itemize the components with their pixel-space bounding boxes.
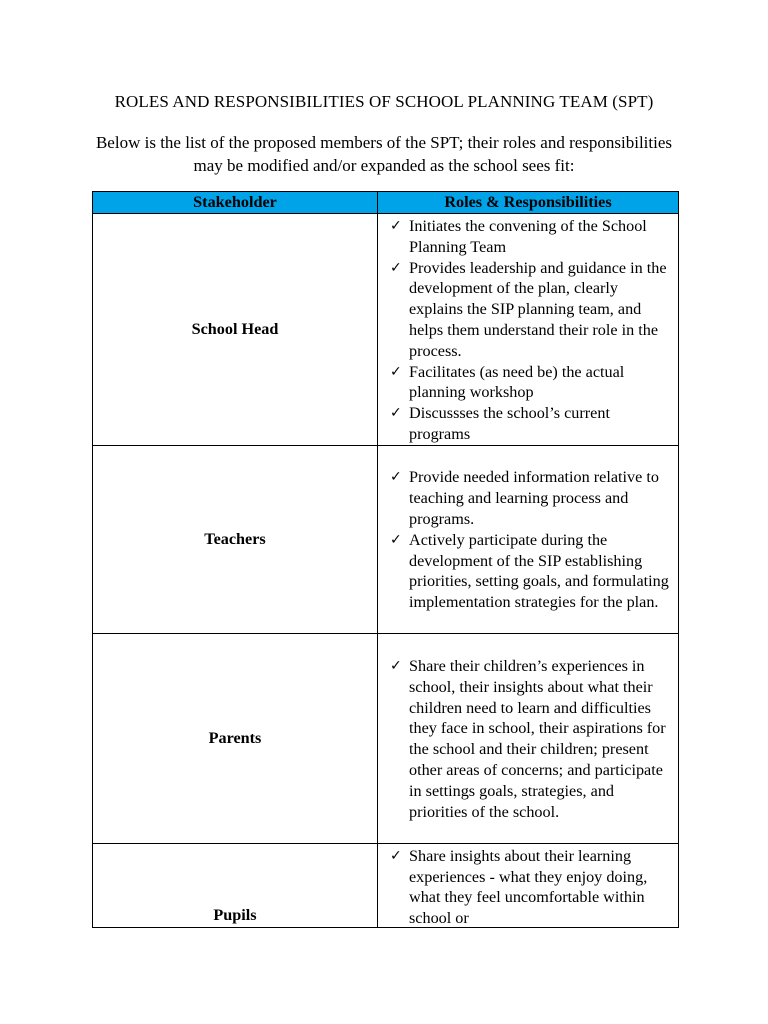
check-mark-icon: ✓ xyxy=(390,469,402,486)
check-mark-icon: ✓ xyxy=(390,405,402,422)
check-mark-icon: ✓ xyxy=(390,259,402,276)
check-mark-icon: ✓ xyxy=(390,847,402,864)
check-mark-icon: ✓ xyxy=(390,363,402,380)
check-mark-icon: ✓ xyxy=(390,218,402,234)
list-item: ✓ Share insights about their learning experiences - what they enjoy doing, what they feel uncomfortable within school or xyxy=(390,846,648,927)
roles-table xyxy=(92,191,679,928)
list-item: ✓ Actively participate during the development of the SIP establishing priorities, setting goals, and formulating implementation strategies for the plan. xyxy=(390,530,669,612)
roles-cell xyxy=(378,633,679,843)
table-row xyxy=(93,445,679,633)
table-row xyxy=(93,214,679,446)
header-roles: Roles & Responsibilities xyxy=(378,192,679,214)
list-item: ✓ Provides leadership and guidance in the development of the plan, clearly explains the SIP planning team, and helps them understand their role in the process. xyxy=(390,258,667,360)
roles-cell xyxy=(378,843,679,927)
list-item: ✓ Facilitates (as need be) the actual planning workshop xyxy=(390,362,625,402)
intro-paragraph: Below is the list of the proposed members of the SPT; their roles and responsibilities may be modified and/or expanded as the school sees fit: xyxy=(95,133,673,175)
list-item: ✓ Share their children’s experiences in school, their insights about what their children need to learn and difficulties they face in school, their aspirations for the school and their children; present other areas of concerns; and participate in settings goals, strategies, and priorities of the school. xyxy=(390,657,666,821)
stakeholder-cell: Teachers xyxy=(93,445,378,633)
list-item: ✓ Provide needed information relative to teaching and learning process and programs. xyxy=(390,468,659,529)
header-stakeholder: Stakeholder xyxy=(93,192,378,214)
list-item: ✓ Initiates the convening of the School Planning Team xyxy=(390,217,647,256)
table-row xyxy=(93,843,679,927)
roles-cell xyxy=(378,445,679,633)
document-title: ROLES AND RESPONSIBILITIES OF SCHOOL PLANNING TEAM (SPT) xyxy=(114,92,654,111)
stakeholder-cell: Parents xyxy=(93,633,378,843)
check-mark-icon: ✓ xyxy=(390,658,402,675)
table-row xyxy=(93,633,679,843)
stakeholder-cell: Pupils xyxy=(93,843,378,927)
table-header-row xyxy=(93,192,679,214)
check-mark-icon: ✓ xyxy=(390,531,402,548)
roles-cell xyxy=(378,214,679,446)
list-item: ✓ Discussses the school’s current programs xyxy=(390,404,610,443)
stakeholder-cell: School Head xyxy=(93,214,378,446)
